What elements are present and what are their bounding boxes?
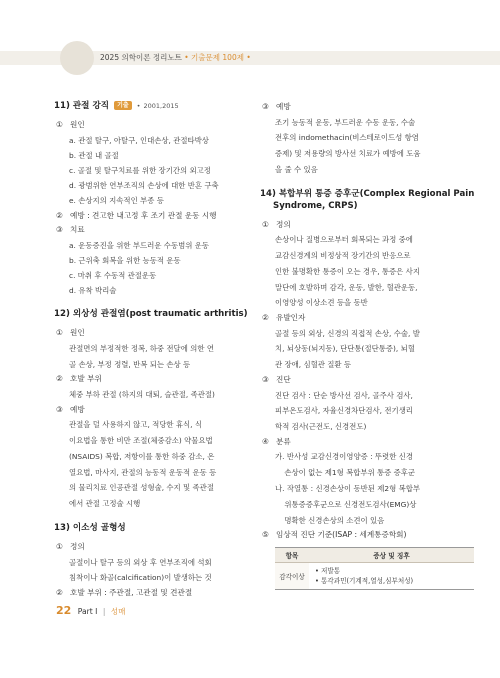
s11-treatment [56,223,268,238]
item-label: 정의 [276,219,291,229]
table-value-line: • 통각과민(기계적,열성,심부처성) [315,576,414,585]
paragraph-line: 조기 능동적 운동, 부드러운 수동 운동, 수술 [275,117,416,127]
item-number: ④ [262,436,269,446]
s11-prevention [56,209,268,224]
right-column [262,100,474,590]
paragraph-line: 전후의 indomethacin(비스테로이드성 항염 [275,133,419,143]
paragraph-line: 가. 반사성 교감신경이영양증 : 뚜렷한 신경 [275,452,413,462]
paragraph-line: 의 물리치료 인공관절 성형술, 수지 및 족관절 [69,483,214,493]
s14-definition [262,218,474,233]
item-number: ③ [262,375,269,385]
paragraph-line: 피부온도검사, 자율신경차단검사, 전기생리 [275,406,413,416]
page-number: 22 [56,604,72,617]
section-13-title: 13) 이소성 골형성 [54,523,126,533]
item-number: ③ [56,404,63,414]
table-header-item: 항목 [275,547,309,562]
paragraph-line: 에서 관절 고정술 시행 [69,499,141,509]
s11-cause [56,118,268,133]
s13-definition [56,540,268,555]
item-label: 치료 [70,225,85,235]
book-title: 2025 의학이론 정리노트 [100,53,182,62]
exam-years: 2001,2015 [143,102,179,110]
item-number: ② [56,374,63,384]
s12-cause [56,326,268,341]
paragraph-line: 체중 부하 관절 (하지의 대퇴, 슬관절, 족관절) [69,389,215,399]
left-column [56,100,268,601]
item-label: 임상적 진단 기준(ISAP : 세계통증학회) [276,530,407,540]
item-label: 정의 [70,542,85,551]
paragraph-line: 골 손상, 부정 정렬, 반복 되는 손상 등 [69,359,191,369]
item-number: ⑤ [262,530,269,540]
page-header [0,41,500,75]
s12-prevention [56,403,268,418]
table-header-symptoms: 증상 및 징후 [309,547,474,562]
item-label: 예방 [276,102,291,111]
paragraph-line: 골절 등의 외상, 신경의 직접적 손상, 수술, 발 [275,328,420,338]
part-label: Part I [77,607,98,616]
section-label: 성매 [110,607,126,616]
list-item: c. 마취 후 수동적 관절운동 [69,270,157,280]
paragraph-line: 이영양성 이상소견 등을 동반 [275,298,368,308]
list-item: d. 광범위한 연부조직의 손상에 대한 반흔 구축 [69,181,219,191]
item-number: ③ [56,225,63,235]
paragraph-line: (NSAIDS) 복합, 저항이를 통한 하중 감소, 온 [69,451,215,461]
header-bullet: • [184,53,189,62]
header-circle-decoration [60,41,94,75]
paragraph-line: 침착이나 화골(calcification)이 발생하는 것 [69,573,212,583]
section-11-title [54,100,268,112]
item-label: 예방 : 견고한 내고정 후 조기 관절 운동 시행 [70,210,217,220]
table-cell-values [309,562,474,589]
section-11-heading: 11) 관절 강직 [54,101,110,111]
table-header-row [275,547,474,562]
item-label: 유발인자 [276,313,306,323]
footer-separator: | [102,607,106,616]
item-number: ① [56,328,63,338]
paragraph-line: 학적 검사(근전도, 신경전도) [275,422,367,432]
section-14-title-line2: Syndrome, CRPS) [273,200,358,211]
table-value-line: • 저발통 [315,566,341,575]
page-footer [56,604,125,617]
s12-site [56,372,268,387]
s14-classification [262,435,474,450]
list-item: b. 관절 내 골절 [69,150,119,160]
item-label: 호발 부위 : 주관절, 고관절 및 견관절 [70,588,193,598]
item-number: ① [56,542,63,551]
s14-criteria [262,528,474,543]
paragraph-line: 골절이나 탈구 등의 외상 후 연부조직에 석회 [69,557,212,567]
paragraph-line: 을 줄 수 있음 [275,164,318,174]
edition-label: 기출문제 100제 [191,53,244,62]
list-item: a. 관절 탈구, 아탈구, 인대손상, 관절타박상 [69,135,209,145]
paragraph-line: 열요법, 마사지, 관절의 능동적 운동적 운동 등 [69,467,217,477]
paragraph-line: 관절을 덜 사용하지 않고, 적당한 휴식, 식 [69,420,203,430]
paragraph-line: 말단에 호발하며 감각, 운동, 발한, 혈관운동, [275,282,418,292]
item-number: ① [56,120,63,129]
section-14-title-line1: 14) 복합부위 통증 증후군(Complex Regional Pain [260,188,475,199]
s14-triggers [262,311,474,326]
s13-prevention [262,100,474,115]
item-label: 원인 [70,328,85,338]
item-number: ② [56,588,63,598]
header-bullet-end: • [246,53,251,62]
exam-tag-badge: 기출 [114,101,132,110]
list-item: c. 골절 및 탈구치료를 위한 장기간의 외고정 [69,165,211,175]
item-number: ② [262,313,269,323]
list-item: b. 근위축 회복을 위한 능동적 운동 [69,255,181,265]
s13-site [56,586,268,601]
item-number: ① [262,219,269,229]
paragraph-line: 손상이 없는 제1형 복합부위 통증 증후군 [275,468,416,478]
paragraph-line: 관 장애, 심혈관 질환 등 [275,360,352,370]
paragraph-line: 교감신경계의 비정상적 장기간의 반응으로 [275,250,411,260]
paragraph-line: 이요법을 통한 비만 조절(체중감소) 약물요법 [69,436,213,446]
paragraph-line: 위통증증후군으로 신경전도검사(EMG)상 [275,499,417,509]
paragraph-line: 손상이나 질병으로부터 회복되는 과정 중에 [275,235,413,245]
list-item: e. 손상지의 지속적인 부종 등 [69,196,164,206]
section-14-title [260,188,474,212]
item-label: 호발 부위 [70,374,102,384]
item-number: ③ [262,102,269,111]
paragraph-line: 치, 뇌상동(뇌지동), 단단통(절단통증), 뇌혈 [275,344,415,354]
paragraph-line: 관절면의 부정적한 정복, 하중 전달에 의한 연 [69,343,214,353]
exam-years-bullet: • [136,102,141,110]
list-item: d. 유착 박리술 [69,286,117,296]
paragraph-line: 인한 불명확한 통증이 오는 경우, 통증은 사지 [275,266,420,276]
paragraph-line: 진단 검사 : 단순 방사선 검사, 골주사 검사, [275,390,413,400]
item-label: 예방 [70,404,85,414]
table-row [275,562,474,589]
header-text [100,52,251,63]
criteria-table [275,547,474,590]
item-number: ② [56,210,63,220]
item-label: 분류 [276,436,291,446]
item-label: 원인 [70,120,85,129]
paragraph-line: 명확한 신경손상의 소견이 있음 [275,515,385,525]
s14-diagnosis [262,373,474,388]
section-12-title: 12) 외상성 관절염(post traumatic arthritis) [54,309,248,320]
table-cell-key: 감각이상 [275,562,309,589]
list-item: a. 운동증진을 위한 부드러운 수동범위 운동 [69,240,209,250]
paragraph-line: 증제) 및 저용량의 방사선 치료가 예방에 도움 [275,149,421,159]
item-label: 진단 [276,375,291,385]
paragraph-line: 나. 작열통 : 신경손상이 동반된 제2형 복합부 [275,484,421,494]
